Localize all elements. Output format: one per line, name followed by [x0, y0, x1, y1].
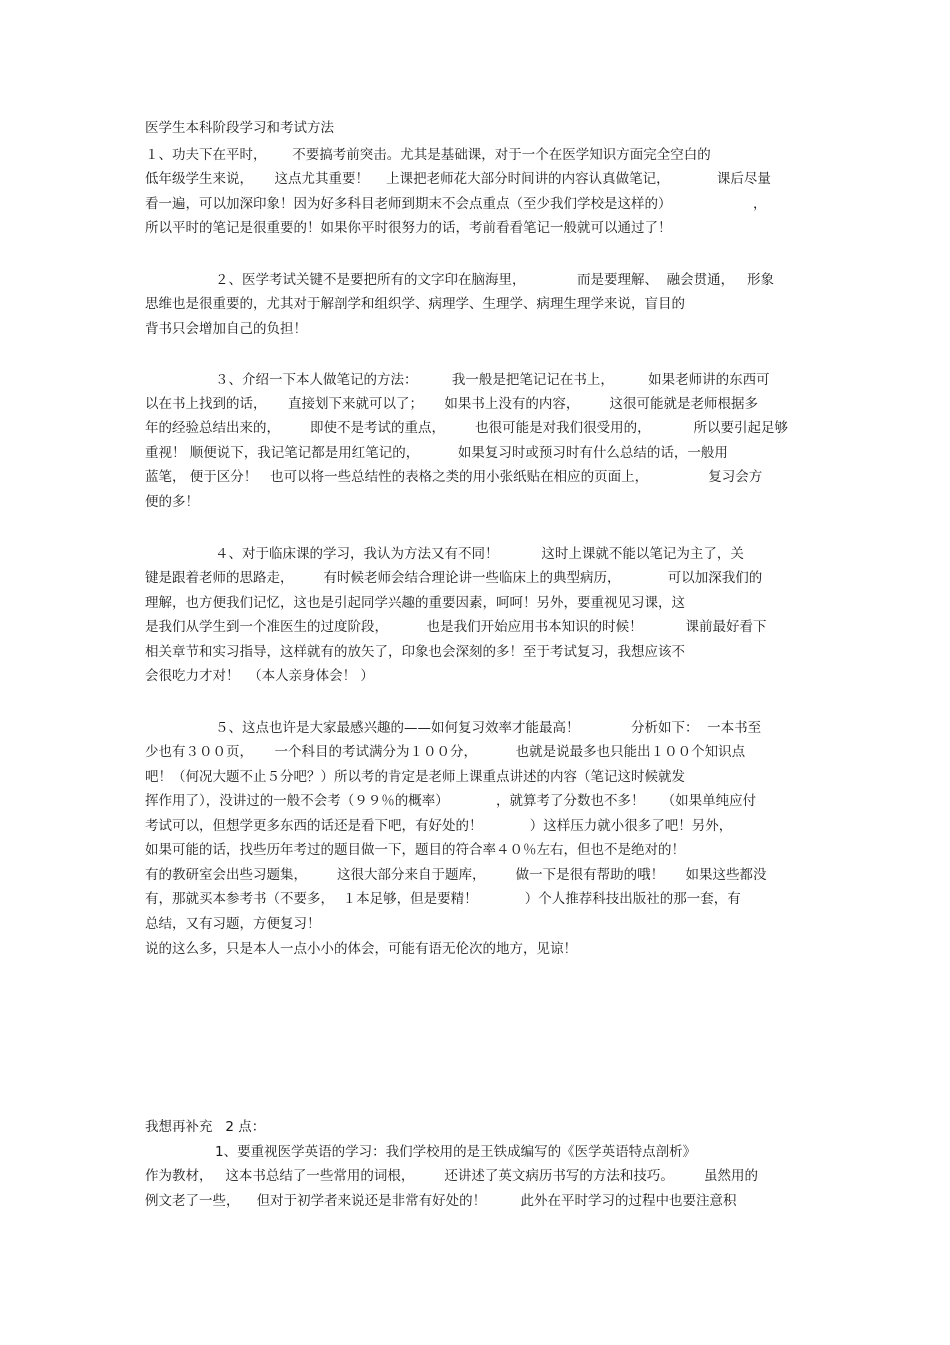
paragraph-line: 是我们从学生到一个准医生的过度阶段， 也是我们开始应用书本知识的时候！ 课前最好看下 — [145, 619, 767, 635]
paragraph-line: 便的多！ — [145, 494, 199, 510]
paragraph-line: 相关章节和实习指导，这样就有的放矢了，印象也会深刻的多！至于考试复习，我想应该不 — [145, 644, 685, 660]
paragraph-line: 看一遍，可以加深印象！因为好多科目老师到期末不会点重点（至少我们学校是这样的） ， — [145, 196, 767, 212]
paragraph-line: 有，那就买本参考书（不要多， １本足够，但是要精！ ）个人推荐科技出版社的那一套，有 — [145, 891, 741, 907]
paragraph-line: 会很吃力才对！ （本人亲身体会！ ） — [145, 668, 374, 684]
paragraph-line: 低年级学生来说， 这点尤其重要！ 上课把老师花大部分时间讲的内容认真做笔记， 课后尽量 — [145, 171, 771, 187]
paragraph-line: 吧！（何况大题不止５分吧？）所以考的肯定是老师上课重点讲述的内容（笔记这时候就发 — [145, 769, 685, 785]
supplement-heading: 我想再补充 2 点： — [145, 1119, 266, 1135]
paragraph-line: 思维也是很重要的，尤其对于解剖学和组织学、病理学、生理学、病理生理学来说，盲目的 — [145, 296, 685, 312]
paragraph-line: 考试可以，但想学更多东西的话还是看下吧，有好处的！ ）这样压力就小很多了吧！另外， — [145, 818, 733, 834]
paragraph-line: 如果可能的话，找些历年考过的题目做一下，题目的符合率４０％左右，但也不是绝对的！ — [145, 842, 685, 858]
paragraph-line: 总结，又有习题，方便复习！ — [145, 916, 321, 932]
paragraph-line: 键是跟着老师的思路走， 有时候老师会结合理论讲一些临床上的典型病历， 可以加深我们的 — [145, 570, 763, 586]
paragraph-line: 少也有３００页， 一个科目的考试满分为１００分， 也就是说最多也只能出１００个知识点 — [145, 744, 746, 760]
paragraph-line: 1、要重视医学英语的学习：我们学校用的是王铁成编写的《医学英语特点剖析》 — [215, 1144, 697, 1160]
paragraph-line: 理解，也方便我们记忆，这也是引起同学兴趣的重要因素，呵呵！另外，要重视见习课，这 — [145, 595, 685, 611]
paragraph-line: 有的教研室会出些习题集， 这很大部分来自于题库， 做一下是很有帮助的哦！ 如果这些都没 — [145, 867, 767, 883]
paragraph-line: ３、介绍一下本人做笔记的方法： 我一般是把笔记记在书上， 如果老师讲的东西可 — [215, 372, 770, 388]
paragraph-line: 作为教材， 这本书总结了一些常用的词根， 还讲述了英文病历书写的方法和技巧。 虽然用的 — [145, 1168, 758, 1184]
document-title: 医学生本科阶段学习和考试方法 — [145, 120, 334, 136]
paragraph-line: 以在书上找到的话， 直接划下来就可以了； 如果书上没有的内容， 这很可能就是老师根据多 — [145, 396, 758, 412]
paragraph-line: ５、这点也许是大家最感兴趣的——如何复习效率才能最高！ 分析如下： 一本书至 — [215, 720, 762, 736]
paragraph-line: 说的这么多，只是本人一点小小的体会，可能有语无伦次的地方，见谅！ — [145, 941, 577, 957]
paragraph-line: 年的经验总结出来的， 即使不是考试的重点， 也很可能是对我们很受用的， 所以要引起足够 — [145, 420, 788, 436]
paragraph-line: 例文老了一些， 但对于初学者来说还是非常有好处的！ 此外在平时学习的过程中也要注意积 — [145, 1193, 737, 1209]
paragraph-line: ２、医学考试关键不是要把所有的文字印在脑海里， 而是要理解、 融会贯通， 形象 — [215, 272, 774, 288]
paragraph-line: 所以平时的笔记是很重要的！如果你平时很努力的话，考前看看笔记一般就可以通过了！ — [145, 220, 672, 236]
paragraph-line: 蓝笔， 便于区分！ 也可以将一些总结性的表格之类的用小张纸贴在相应的页面上， 复习会方 — [145, 469, 763, 485]
paragraph-line: ４、对于临床课的学习，我认为方法又有不同！ 这时上课就不能以笔记为主了，关 — [215, 546, 744, 562]
paragraph-line: １、功夫下在平时， 不要搞考前突击。尤其是基础课，对于一个在医学知识方面完全空白的 — [145, 147, 711, 163]
paragraph-line: 背书只会增加自己的负担！ — [145, 321, 307, 337]
paragraph-line: 挥作用了），没讲过的一般不会考（９９％的概率） ，就算考了分数也不多！ （如果单纯应付 — [145, 793, 757, 809]
paragraph-line: 重视！ 顺便说下，我记笔记都是用红笔记的， 如果复习时或预习时有什么总结的话，一般用 — [145, 445, 728, 461]
